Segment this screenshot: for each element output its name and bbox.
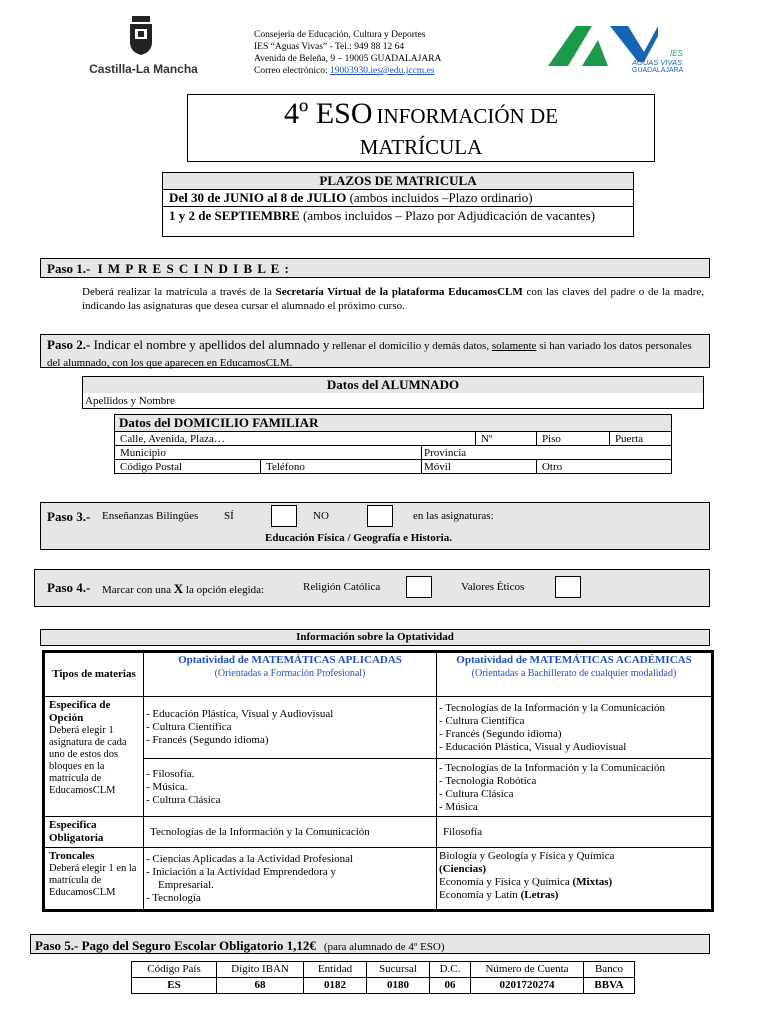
paso2-text-b: si han variado los datos personales del alumnado, con los que aparecen en EducamosCLM. [47, 340, 692, 369]
alumnado-heading: Datos del ALUMNADO [83, 377, 703, 393]
troncales-ac-1-bold: (Ciencias) [439, 863, 487, 875]
bank-header-1: Dígito IBAN [217, 962, 304, 978]
col-aplicadas-title: Optatividad de MATEMÁTICAS APLICADAS [178, 654, 402, 666]
bank-header-2: Entidad [304, 962, 367, 978]
paso1-text-a: Deberá realizar la matrícula a través de la [82, 286, 276, 298]
optatividad-table [44, 652, 712, 910]
obligatoria-aplicadas: Tecnologías de la Información y la Comunicación [144, 817, 437, 848]
ies-logo [548, 22, 693, 77]
troncales-academicas-2 [439, 876, 709, 889]
block2-academicas-2: - Cultura Clásica [439, 787, 514, 800]
paso5-label: Paso 5.- Pago del Seguro Escolar Obligatorio 1,12€ [35, 938, 316, 953]
paso2-text-big: Indicar el nombre y apellidos del alumnado y [90, 337, 330, 352]
paso1-title: I M P R E S C I N D I B L E : [97, 261, 290, 276]
paso4-text-x: X [173, 581, 184, 596]
paso4-opt2: Valores Éticos [461, 581, 525, 593]
col-tipos: Tipos de materias [45, 653, 144, 697]
optatividad-table-wrap [42, 650, 714, 912]
troncales-academicas-1 [439, 863, 709, 876]
block2-aplicadas-0: - Filosofía. [146, 768, 195, 780]
paso1-text-c: con las claves del padre o de la madre, indicando las asignaturas que desea cursar el alumnado el próximo curso. [82, 286, 705, 312]
paso4-text-a: Marcar con una [102, 584, 174, 596]
plazos-line-1-bold: Del 30 de JUNIO al 8 de JULIO [169, 190, 347, 205]
paso4-text-b: la opción elegida: [183, 584, 265, 596]
header-line-3: Avenida de Beleña, 9 – 19005 GUADALAJARA [254, 54, 442, 64]
field-numero[interactable]: Nº [475, 432, 536, 446]
plazos-line-1-rest: (ambos incluidos –Plazo ordinario) [346, 190, 533, 205]
paso4-opt1: Religión Católica [303, 581, 381, 593]
paso5-bar [30, 934, 710, 954]
troncales-note: Deberá elegir 1 en la matrícula de EducamosCLM [49, 863, 137, 898]
valores-checkbox[interactable] [555, 576, 581, 598]
title-rest-1: INFORMACIÓN DE [376, 104, 558, 128]
paso3-after: en las asignaturas: [413, 510, 494, 522]
block2-academicas-0: - Tecnologías de la Información y la Comunicación [439, 761, 665, 774]
col-academicas-sub: (Orientadas a Bachillerato de cualquier modalidad) [471, 668, 677, 679]
block2-aplicadas-1: - Música. [146, 781, 188, 793]
title-main: 4º ESO [284, 97, 373, 130]
bank-header-5: Número de Cuenta [471, 962, 584, 978]
obligatoria-title: Especifica Obligatoria [49, 819, 104, 844]
block1-aplicadas-0: - Educación Plástica, Visual y Audiovisual [146, 708, 334, 720]
field-piso[interactable]: Piso [536, 432, 609, 446]
paso4-bar [34, 569, 710, 607]
plazos-line-2 [163, 207, 633, 224]
bank-table-wrap [131, 961, 635, 994]
block1-academicas-0: - Tecnologías de la Información y la Comunicación [439, 701, 665, 714]
paso2-text-a: rellenar el domicilio y demás datos, [329, 340, 492, 352]
field-codigo-postal[interactable]: Código Postal [115, 460, 261, 474]
bank-value-6: BBVA [584, 978, 635, 994]
logo-text: Castilla-La Mancha [89, 62, 198, 76]
especifica-note: Deberá elegir 1 asignatura de cada uno de estos dos bloques en la matrícula de EducamosCLM [49, 725, 127, 796]
bank-value-4: 06 [430, 978, 471, 994]
aguas-vivas-label: AGUAS VIVAS [632, 58, 683, 67]
bank-value-0: ES [132, 978, 217, 994]
field-calle[interactable]: Calle, Avenida, Plaza… [115, 432, 476, 446]
block1-academicas-3: - Educación Plástica, Visual y Audiovisual [439, 740, 627, 753]
no-checkbox[interactable] [367, 505, 393, 527]
paso3-text: Enseñanzas Bilingües [102, 510, 199, 522]
header-line-2: IES “Aguas Vivas” - Tel.: 949 88 12 64 [254, 42, 405, 52]
paso2-bar [40, 334, 710, 368]
email-label: Correo electrónico: [254, 66, 328, 76]
paso1-text [82, 285, 704, 313]
field-otro[interactable]: Otro [536, 460, 671, 474]
field-puerta[interactable]: Puerta [609, 432, 671, 446]
plazos-heading: PLAZOS DE MATRICULA [163, 173, 633, 190]
religion-checkbox[interactable] [406, 576, 432, 598]
bank-table [131, 961, 635, 994]
bank-header-6: Banco [584, 962, 635, 978]
plazos-line-2-rest: (ambos incluidos – Plazo por Adjudicación de vacantes) [299, 208, 596, 223]
troncales-title: Troncales [49, 850, 95, 862]
block1-aplicadas-1: - Cultura Científica [146, 721, 232, 733]
troncales-ac-3-text: Economía y Latín [439, 889, 521, 901]
header-email-row [254, 65, 441, 77]
troncales-aplicadas-1: - Iniciación a la Actividad Emprendedora y [146, 865, 336, 878]
title-rest-2: MATRÍCULA [359, 135, 483, 159]
troncales-ac-3-bold: (Letras) [520, 889, 559, 901]
col-aplicadas-sub: (Orientadas a Formación Profesional) [214, 668, 366, 679]
paso4-label: Paso 4.- [47, 580, 91, 595]
bank-value-1: 68 [217, 978, 304, 994]
paso3-bar [40, 502, 710, 550]
bank-header-4: D.C. [430, 962, 471, 978]
email-link[interactable]: 19003930.ies@edu.jccm.es [329, 66, 435, 76]
block2-aplicadas-2: - Cultura Clásica [146, 794, 221, 806]
block1-academicas-1: - Cultura Científica [439, 714, 525, 727]
paso3-si: SÍ [224, 510, 234, 522]
paso3-subjects: Educación Física / Geografía e Historia. [265, 532, 452, 544]
domicilio-box [114, 414, 672, 474]
paso3-label: Paso 3.- [47, 509, 91, 524]
ies-label: IES [670, 49, 683, 58]
bank-header-0: Código País [132, 962, 217, 978]
paso2-text-u: solamente [491, 340, 537, 352]
col-academicas-title: Optatividad de MATEMÁTICAS ACADÉMICAS [456, 654, 692, 666]
bank-value-2: 0182 [304, 978, 367, 994]
troncales-ac-0-text: Biología y Geología y Física y Química [439, 850, 615, 862]
troncales-academicas-0 [439, 850, 709, 863]
guadalajara-label: GUADALAJARA [632, 67, 684, 74]
troncales-academicas-3 [439, 889, 709, 902]
block2-academicas-1: - Tecnología Robótica [439, 774, 537, 787]
field-movil[interactable]: Móvil [422, 460, 537, 474]
block1-academicas-2: - Francés (Segundo idioma) [439, 727, 562, 740]
bank-value-3: 0180 [367, 978, 430, 994]
clm-logo [86, 14, 201, 80]
plazos-line-1 [163, 190, 633, 207]
plazos-box [162, 172, 634, 237]
si-checkbox[interactable] [271, 505, 297, 527]
troncales-aplicadas-2: Empresarial. [158, 878, 214, 891]
field-telefono[interactable]: Teléfono [261, 460, 422, 474]
plazos-line-2-bold: 1 y 2 de SEPTIEMBRE [169, 208, 300, 223]
alumnado-field[interactable]: Apellidos y Nombre [85, 395, 175, 407]
coat-of-arms-icon [126, 14, 156, 56]
paso4-instruction [102, 581, 264, 597]
field-municipio[interactable]: Municipio [115, 446, 422, 460]
header-info [254, 29, 441, 77]
paso3-no: NO [313, 510, 329, 522]
domicilio-heading: Datos del DOMICILIO FAMILIAR [115, 415, 672, 432]
alumnado-box [82, 376, 704, 409]
troncales-aplicadas-0: - Ciencias Aplicadas a la Actividad Profesional [146, 852, 354, 865]
troncales-ac-2-bold: (Mixtas) [572, 876, 613, 888]
header-line-1: Consejería de Educación, Cultura y Deportes [254, 30, 426, 40]
block1-aplicadas-2: - Francés (Segundo idioma) [146, 734, 269, 746]
optatividad-heading: Información sobre la Optatividad [40, 629, 710, 646]
paso1-bar [40, 258, 710, 278]
paso1-label: Paso 1.- [47, 261, 91, 276]
block2-academicas-3: - Música [439, 800, 478, 813]
especifica-title: Especifica de Opción [49, 699, 111, 724]
paso5-note: (para alumnado de 4º ESO) [323, 941, 445, 953]
paso1-text-b: Secretaría Virtual de la plataforma EducamosCLM [275, 286, 523, 298]
field-provincia[interactable]: Provincia [422, 446, 672, 460]
paso2-label: Paso 2.- [47, 337, 91, 352]
troncales-aplicadas-3: - Tecnología [146, 891, 201, 904]
title-box [187, 94, 655, 162]
bank-header-3: Sucursal [367, 962, 430, 978]
bank-value-5: 0201720274 [471, 978, 584, 994]
troncales-ac-2-text: Economía y Física y Química [439, 876, 573, 888]
obligatoria-academicas: Filosofía [437, 817, 712, 848]
